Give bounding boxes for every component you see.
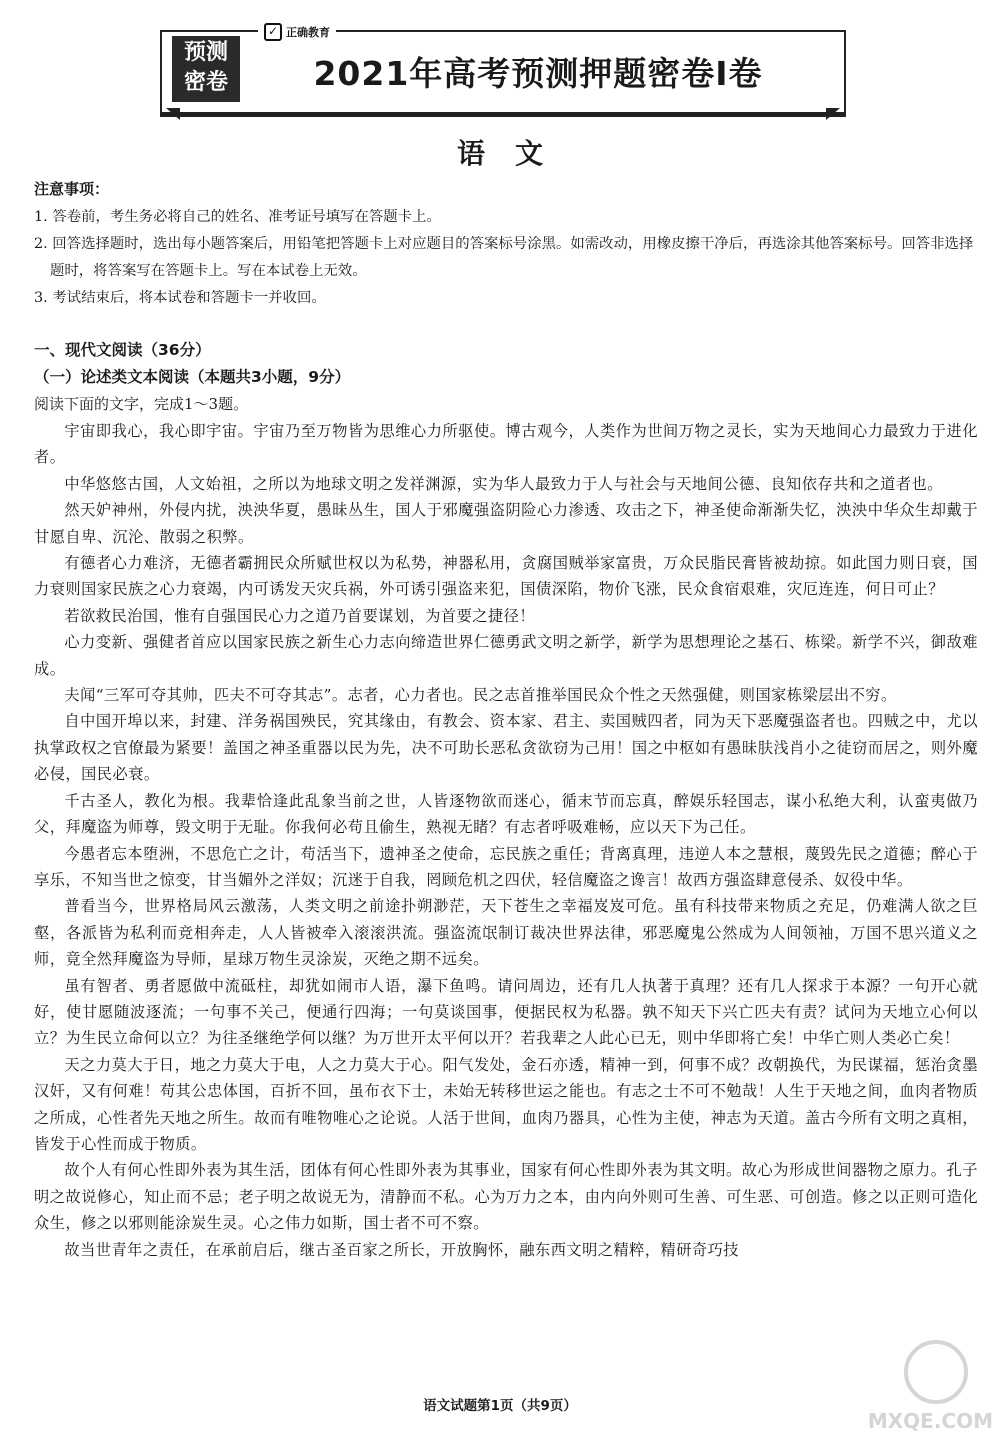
- passage-paragraph: 故当世青年之责任，在承前启后，继古圣百家之所长，开放胸怀，融东西文明之精粹，精研奇巧技: [64, 1240, 739, 1259]
- passage-paragraph: 千古圣人，教化为根。我辈恰逢此乱象当前之世，人皆逐物欲而迷心，循末节而忘真，醉娱乐轻国志，谋小私绝大利，认蛮夷做乃父，拜魔盗为师尊，毁文明于无耻。你我何必苟且偷生，熟视无睹？有志者呼吸难畅，应以天下为己任。: [34, 791, 978, 837]
- prediction-badge: [172, 36, 240, 102]
- passage-paragraph: 虽有智者、勇者愿做中流砥柱，却犹如闹市人语，瀑下鱼鸣。请问周边，还有几人执著于真理？还有几人探求于本源？一句开心就好，使甘愿随波逐流；一句事不关己，便通行四海；一句莫谈国事，便据民权为私器。孰不知天下兴亡匹夫有责？试问为天地立心何以立？为生民立命何以立？为往圣继绝学何以继？为万世开太平何以开？若我辈之人此心已无，则中华即将亡矣！中华亡则人类必亡矣！: [34, 976, 978, 1048]
- passage-paragraph: 心力变新、强健者首应以国家民族之新生心力志向缔造世界仁德勇武文明之新学，新学为思想理论之基石、栋梁。新学不兴，御敌难成。: [34, 633, 978, 678]
- passage-paragraph: 然天妒神州，外侵内扰，泱泱华夏，愚昧丛生，国人于邪魔强盗阴险心力渗透、攻击之下，神圣使命渐渐失忆，泱泱中华众生却戴于甘愿自卑、沉沦、散弱之积弊。: [34, 501, 978, 546]
- passage-paragraph: 自中国开埠以来，封建、洋务祸国殃民，究其缘由，有教会、资本家、君主、卖国贼四者，同为天下恶魔强盗者也。四贼之中，尤以执掌政权之官僚最为紧要！盖国之神圣重器以民为先，决不可助长恶私贪欲窃为己用！国之中枢如有愚昧肤浅肖小之徒窃而居之，则外魔必侵，国民必衰。: [34, 712, 978, 784]
- badge-line-1: 预测: [183, 40, 228, 65]
- watermark-text: MXQE.COM: [867, 1409, 993, 1433]
- exam-header: [160, 22, 846, 114]
- reading-instruction: 阅读下面的文字，完成1～3题。: [34, 395, 249, 413]
- reading-passage: [34, 418, 978, 1263]
- passage-paragraph: 天之力莫大于日，地之力莫大于电，人之力莫大于心。阳气发处，金石亦透，精神一到，何事不成？改朝换代，为民谋福，惩治贪墨汉奸，又有何难！苟其公忠体国，百折不回，虽布衣下士，未始无转移世运之能也。有志之士不可不勉哉！人生于天地之间，血肉者物质之所成，心性者先天地之所生。故而有唯物唯心之论说。人活于世间，血肉乃器具，心性为主使，神志为天道。盖古今所有文明之真相，皆发于心性而成于物质。: [34, 1055, 978, 1153]
- passage-paragraph: 若欲救民治国，惟有自强国民心力之道乃首要谋划，为首要之捷径！: [64, 606, 536, 625]
- instruction-item: 2. 回答选择题时，选出每小题答案后，用铅笔把答题卡上对应题目的答案标号涂黑。如需改动，用橡皮擦干净后，再选涂其他答案标号。回答非选择题时，将答案写在答题卡上。写在本试卷上无效。: [34, 236, 974, 279]
- badge-line-2: 密卷: [183, 70, 228, 95]
- instructions: [34, 178, 978, 312]
- instruction-item: 1. 答卷前，考生务必将自己的姓名、准考证号填写在答题卡上。: [34, 209, 441, 225]
- passage-paragraph: 故个人有何心性即外表为其生活，团体有何心性即外表为其事业，国家有何心性即外表为其文明。故心为形成世间器物之原力。孔子明之故说修心，知止而不忌；老子明之故说无为，清静而不私。心为万力之本，由内向外则可生善、可生恶、可创造。修之以正则可造化众生，修之以邪则能涂炭生灵。心之伟力如斯，国士者不可不察。: [34, 1161, 978, 1233]
- passage-paragraph: 中华悠悠古国，人文始祖，之所以为地球文明之发祥渊源，实为华人最致力于人与社会与天地间公德、良知依存共和之道者也。: [64, 474, 943, 493]
- passage-paragraph: 普看当今，世界格局风云激荡，人类文明之前途扑朔渺茫，天下苍生之幸福岌岌可危。虽有科技带来物质之充足，仍难满人欲之巨壑，各派皆为私利而竞相奔走，人人皆被牵入滚滚洪流。强盗流氓制订裁决世界法律，邪恶魔鬼公然成为人间领袖，万国不思兴道义之师，竟全然拜魔盗为导师，星球万物生灵涂炭，灭绝之期不远矣。: [34, 897, 978, 969]
- header-corner-right: [826, 108, 840, 120]
- instruction-item: 3. 考试结束后，将本试卷和答题卡一并收回。: [34, 290, 326, 306]
- header-corner-left: [166, 108, 180, 120]
- brand-name: 正确教育: [286, 26, 330, 39]
- check-icon: ✓: [264, 23, 282, 41]
- passage-paragraph: 夫闻“三军可夺其帅，匹夫不可夺其志”。志者，心力者也。民之志首推举国民众个性之天然强健，则国家栋梁层出不穷。: [64, 686, 897, 705]
- watermark-logo: [808, 1332, 998, 1436]
- passage-paragraph: 宇宙即我心，我心即宇宙。宇宙乃至万物皆为思维心力所驱使。博古观今，人类作为世间万物之灵长，实为天地间心力最致力于进化者。: [34, 422, 978, 467]
- passage-paragraph: 有德者心力难济，无德者霸拥民众所赋世权以为私势，神器私用，贪腐国贼举家富贵，万众民脂民膏皆被劫掠。如此国力则日衰，国力衰则国家民族之心力衰竭，内可诱发天灾兵祸，外可诱引强盗来犯，国债深陷，物价飞涨，民众食宿艰难，灾厄连连，何日可止？: [34, 554, 978, 599]
- subject-title: 语文: [456, 137, 573, 170]
- page-footer: 语文试题第1页（共9页）: [423, 1398, 577, 1414]
- passage-paragraph: 今愚者忘本堕洲，不思危亡之计，苟活当下，遗神圣之使命，忘民族之重任；背离真理，违逆人本之慧根，蔑毁先民之道德；醉心于享乐，不知当世之惊变，甘当媚外之洋奴；沉迷于自我，罔顾危机之四伏，轻信魔盗之谗言！故西方强盗肆意侵杀、奴役中华。: [34, 844, 978, 889]
- subsection-heading: （一）论述类文本阅读（本题共3小题，9分）: [34, 368, 351, 386]
- section-heading: 一、现代文阅读（36分）: [34, 341, 211, 359]
- brand-logo: [258, 22, 336, 42]
- exam-title: 2021年高考预测押题密卷I卷: [313, 54, 763, 93]
- instructions-title: 注意事项：: [34, 180, 110, 198]
